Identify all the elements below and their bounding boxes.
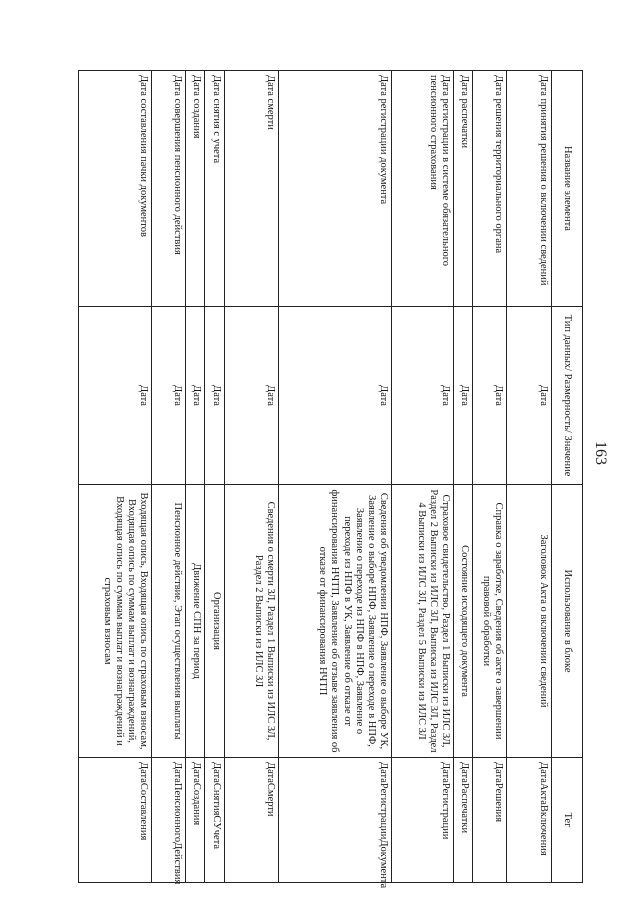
cell-usage: Заголовок Акта о включении сведений: [506, 485, 551, 758]
cell-type: Дата: [186, 307, 205, 485]
cell-usage: Сведения о смерти ЗЛ, Раздел 1 Выписки из ИЛС ЗЛ, Раздел 2 Выписки из ИЛС ЗЛ: [224, 485, 278, 758]
cell-element: Дата принятия решения о включении сведений: [506, 71, 551, 307]
table-row: [205, 71, 224, 883]
table-row: [391, 71, 453, 883]
table-row: [186, 71, 205, 883]
header-element: Название элемента: [552, 71, 583, 307]
cell-element: Дата совершения пенсионного действия: [152, 71, 186, 307]
page-number: 163: [592, 441, 609, 465]
table-row: [224, 71, 278, 883]
cell-element: Дата регистрации в системе обязательного пенсионного страхования: [391, 71, 453, 307]
cell-type: Дата: [79, 307, 152, 485]
elements-table: [78, 70, 583, 889]
cell-usage: Движение СПН за период: [186, 485, 205, 758]
cell-type: Дата: [453, 307, 472, 485]
cell-usage: Организация: [205, 485, 224, 758]
cell-tag: ДатаРешения: [473, 758, 507, 883]
cell-element: Дата решения территориального органа: [473, 71, 507, 307]
cell-tag: ДатаРегистрации: [391, 758, 453, 883]
cell-tag: ДатаСоставления: [79, 758, 152, 883]
table-row: [278, 71, 391, 883]
cell-tag: ДатаСмерти: [224, 758, 278, 883]
cell-element: Дата составления пачки документов: [79, 71, 152, 307]
cell-tag: ДатаАктаВключения: [506, 758, 551, 883]
cell-type: Дата: [278, 307, 391, 485]
cell-type: Дата: [473, 307, 507, 485]
cell-element: Дата смерти: [224, 71, 278, 307]
header-usage: Использование в блоке: [552, 485, 583, 758]
cell-element: Дата создания: [186, 71, 205, 307]
cell-element: Дата распечатки: [453, 71, 472, 307]
cell-tag: ДатаПенсионногоДействия: [152, 758, 186, 883]
cell-tag: ДатаРаспечатки: [453, 758, 472, 883]
cell-type: Дата: [205, 307, 224, 485]
table-row: [453, 71, 472, 883]
cell-usage: Пенсионное действие, Этап осуществления выплаты: [152, 485, 186, 758]
cell-type: Дата: [152, 307, 186, 485]
cell-tag: ДатаСнятияСУчета: [205, 758, 224, 883]
cell-usage: Состояние исходящего документа: [453, 485, 472, 758]
cell-type: Дата: [506, 307, 551, 485]
cell-usage: Справка о заработке, Сведения об акте о завершении правовой обработки: [473, 485, 507, 758]
cell-usage: Входящая опись, Входящая опись по страховым взносам, Входящая опись по суммам выплат и вознаграждений, Входящая опись по суммам выплат и вознаграждений и страховым взносам: [79, 485, 152, 758]
cell-type: Дата: [391, 307, 453, 485]
cell-usage: Страховое свидетельство, Раздел 1 Выписки из ИЛС ЗЛ, Раздел 2 Выписки из ИЛС ЗЛ, Выписка из ИЛС ЗЛ, Раздел 4 Выписки из ИЛС ЗЛ, Раздел 5 Выписки из ИЛС ЗЛ: [391, 485, 453, 758]
rotated-page: [78, 70, 583, 889]
cell-type: Дата: [224, 307, 278, 485]
table-row: [152, 71, 186, 883]
table-header-row: [552, 71, 583, 883]
table-row: [473, 71, 507, 883]
cell-usage: Сведения об уведомлении НПФ, Заявление о выборе УК, Заявление о выборе НПФ, Заявление о переходе в НПФ, Заявление о переходе из НПФ в НПФ, Заявление о переходе из НПФ в УК, Заявление об отказе от финансирования НЧТП, Заявление об отзыве заявления об отказе от финансирования НЧТП: [278, 485, 391, 758]
cell-tag: ДатаСоздания: [186, 758, 205, 883]
table-row: [79, 71, 152, 883]
header-tag: Тег: [552, 758, 583, 883]
cell-element: Дата регистрации документа: [278, 71, 391, 307]
cell-tag: ДатаРегистрацииДокумента: [278, 758, 391, 883]
header-type: Тип данных/ Размерность/ Значение: [552, 307, 583, 485]
cell-element: Дата снятия с учета: [205, 71, 224, 307]
table-row: [506, 71, 551, 883]
